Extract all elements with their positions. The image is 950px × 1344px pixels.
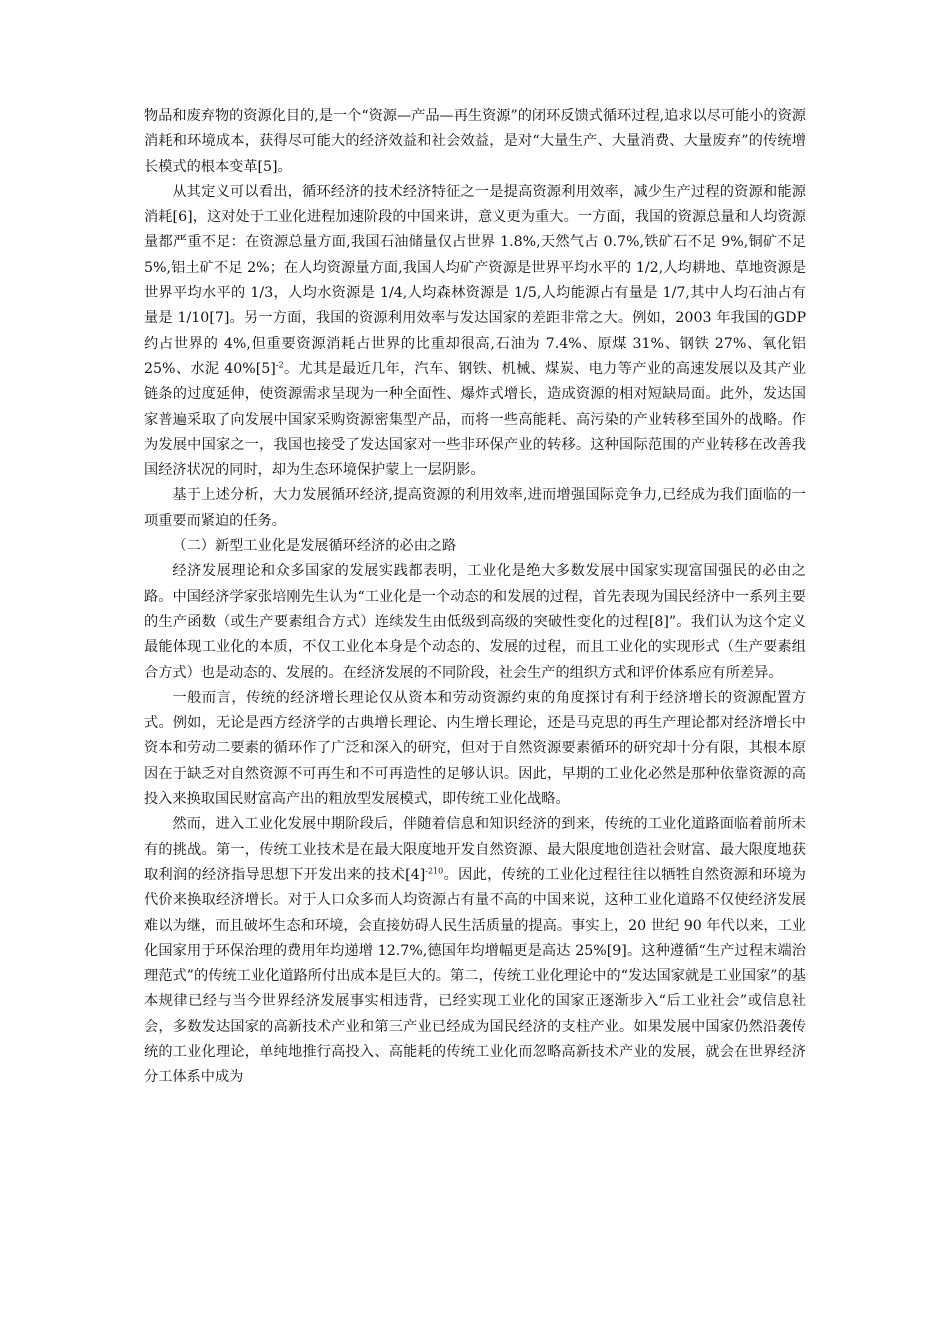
- paragraph-text: 经济发展理论和众多国家的发展实践都表明，工业化是绝大多数发展中国家实现富国强民的必由之路。中国经济学家张培刚先生认为“工业化是一个动态的和发展的过程，首先表现为国民经济中一系列主要的生产函数（或生产要素组合方式）连续发生由低级到高级的突破性变化的过程[8]”。我们认为这个定义最能体现工业化的本质，不仅工业化本身是个动态的、发展的过程，而且工业化的实现形式（生产要素组合方式）也是动态的、发展的。在经济发展的不同阶段，社会生产的组织方式和评价体系应有所差异。: [144, 563, 806, 681]
- paragraph-growth-theory: [144, 686, 806, 812]
- paragraph-text: 从其定义可以看出，循环经济的技术经济特征之一是提高资源利用效率，减少生产过程的资源和能源消耗[6]，这对处于工业化进程加速阶段的中国来讲，意义更为重大。一方面，我国的资源总量和人均资源量都严重不足：在资源总量方面,我国石油储量仅占世界 1.8%,天然气占 0.7%,铁矿石不足 9%,铜矿不足 5%,铝土矿不足 2%；在人均资源量方面,我国人均矿产资源是世界平均水平的 1/2,人均耕地、草地资源是世界平均水平的 1/3，人均水资源是 1/4,人均森林资源是 1/5,人均能源占有量是 1/7,其中人均石油占有量是 1/10[7]。另一方面，我国的资源利用效率与发达国家的差距非常之大。例如，2003 年我国的GDP 约占世界的 4%,但重要资源消耗占世界的比重却很高,石油为 7.4%、原煤 31%、钢铁 27%、氧化铝 25%、水泥 40%[5]: [144, 183, 806, 377]
- paragraph-text-tail: 。尤其是最近几年，汽车、钢铁、机械、煤炭、电力等产业的高速发展以及其产业链条的过度延伸，使资源需求呈现为一种全面性、爆炸式增长，造成资源的相对短缺局面。此外，发达国家普遍采取了向发展中国家采购资源密集型产品，而将一些高能耗、高污染的产业转移至国外的战略。作为发展中国家之一，我国也接受了发达国家对一些非环保产业的转移。这种国际范围的产业转移在改善我国经济状况的同时，却为生态环境保护蒙上一层阴影。: [144, 360, 806, 479]
- paragraph-resource-efficiency: [144, 180, 806, 484]
- paragraph-industrialization-definition: [144, 559, 806, 685]
- section-heading-text: （二）新型工业化是发展循环经济的必由之路: [172, 538, 457, 555]
- paragraph-text: 然而，进入工业化发展中期阶段后，伴随着信息和知识经济的到来，传统的工业化道路面临着前所未有的挑战。第一，传统工业技术是在最大限度地开发自然资源、最大限度地创造社会财富、最大限度地获取利润的经济指导思想下开发出来的技术[4]: [144, 816, 806, 883]
- paragraph-text: 一般而言，传统的经济增长理论仅从资本和劳动资源约束的角度探讨有利于经济增长的资源配置方式。例如，无论是西方经济学的古典增长理论、内生增长理论，还是马克思的再生产理论都对经济增长中资本和劳动二要素的循环作了广泛和深入的研究，但对于自然资源要素循环的研究却十分有限，其根本原因在于缺乏对自然资源不可再生和不可再造性的足够认识。因此，早期的工业化必然是那种依靠资源的高投入来换取国民财富高产出的粗放型发展模式，即传统工业化战略。: [144, 689, 806, 808]
- paragraph-challenges: [144, 812, 806, 1090]
- paragraph-continuation: [144, 104, 806, 180]
- section-heading: [144, 534, 806, 559]
- paragraph-conclusion: [144, 483, 806, 534]
- paragraph-text: 基于上述分析，大力发展循环经济,提高资源的利用效率,进而增强国际竞争力,已经成为我们面临的一项重要而紧迫的任务。: [144, 487, 806, 529]
- paragraph-text-tail: 。因此，传统的工业化过程往往以牺牲自然资源和环境为代价来换取经济增长。对于人口众多而人均资源占有量不高的中国来说，这种工业化道路不仅使经济发展难以为继，而且破坏生态和环境，会直接妨碍人民生活质量的提高。事实上，20 世纪 90 年代以来，工业化国家用于环保治理的费用年均递增 12.7%,德国年均增幅更是高达 25%[9]。这种遵循“生产过程末端治理范式”的传统工业化道路所付出成本是巨大的。第二，传统工业化理论中的“发达国家就是工业国家”的基本规律已经与当今世界经济发展事实相违背，已经实现工业化的国家正逐渐步入“后工业社会”或信息社会，多数发达国家的高新技术产业和第三产业已经成为国民经济的支柱产业。如果发展中国家仍然沿袭传统的工业化理论，单纯地推行高投入、高能耗的传统工业化而忽略高新技术产业的发展，就会在世界经济分工体系中成为: [144, 866, 806, 1086]
- citation-page-superscript: -2: [275, 360, 284, 370]
- paragraph-text: 物品和废弃物的资源化目的,是一个“资源—产品—再生资源”的闭环反馈式循环过程,追求以尽可能小的资源消耗和环境成本，获得尽可能大的经济效益和社会效益，是对“大量生产、大量消费、大量废弃”的传统增长模式的根本变革[5]。: [144, 108, 806, 175]
- document-page: [144, 104, 806, 1091]
- citation-page-superscript: -210: [425, 866, 444, 876]
